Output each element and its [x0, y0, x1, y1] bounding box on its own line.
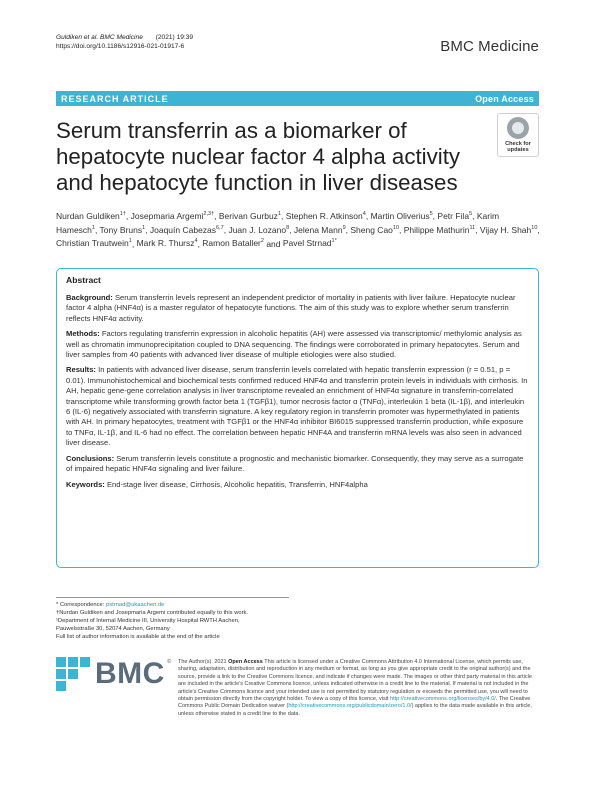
author-name[interactable]: Josepmaria Argemi$^{2,3\dagger}$ — [130, 210, 215, 221]
year-volume: (2021) 19:39 — [155, 34, 194, 41]
check-for-updates-label: Check for updates — [505, 141, 531, 154]
footnote-divider — [56, 597, 289, 598]
author-name[interactable]: Martin Oliverius$^5$ — [370, 210, 433, 221]
correspondence-email-link[interactable]: pstrnad@ukaachen.de — [105, 602, 165, 608]
abstract-heading: Abstract — [66, 275, 101, 285]
check-for-updates-button[interactable] — [497, 113, 539, 157]
author-list: Nurdan Guldiken$^{1\dagger}$, Josepmaria Argemi$^{2,3\dagger}$, Berivan Gurbuz$^1$, Stephen R. Atkinson$^4$, Martin Oliverius$^5$, Petr Fila$^5$, Karim Hamesch$^1$, Tony Bruns$^1$, Joaquín Cabezas$^{6,7}$, Juan J. Lozano$^8$, Jelena Mann$^9$, Sheng Cao$^{10}$, Philippe Mathurin$^{11}$, Vijay H. Shah$^{10}$, Christian Trautwein$^1$, Mark R. Thursz$^4$, Ramon Bataller$^2$ and Pavel Strnad$^{1*}$ — [56, 210, 540, 249]
author-name[interactable]: Berivan Gurbuz$^1$ — [218, 210, 281, 221]
cc-by-license-link[interactable]: http://creativecommons.org/licenses/by/4.0/ — [390, 696, 496, 703]
copyright-icon: © — [167, 659, 172, 665]
abstract-methods: Methods: Factors regulating transferrin expression in alcoholic hepatitis (AH) were assessed via transcriptomic/ methylomic analysis as well as chromatin immunoprecipitation coupled to DNA sequencing. The findings were corroborated in primary hepatocytes. Serum and liver samples from 40 patients with advanced liver disease of multiple etiologies were also studied. — [66, 329, 522, 360]
license-text: The Author(s). 2021 Open Access This article is licensed under a Creative Commons Attribution 4.0 International License, which permits use, sharing, adaptation, distribution and reproduction in any medium or format, as long as you give appropriate credit to the original author(s) and the source, provide a link to the Creative Commons licence, and indicate if changes were made. The images or other third party material in this article are included in the article's Creative Commons licence, unless indicated otherwise in a credit line to the material. If material is not included in the article's Creative Commons licence and your intended use is not permitted by statutory regulation or exceeds the permitted use, you will need to obtain permission directly from the copyright holder. To view a copy of this licence, visit http://creativecommons.org/licenses/by/4.0/. The Creative Commons Public Domain Dedication waiver (http://creativecommons.org/publicdomain/zero/1.0/) applies to the data made available in this article, unless otherwise stated in a credit line to the data. — [178, 659, 533, 717]
header-meta — [56, 33, 193, 51]
cc0-waiver-link[interactable]: http://creativecommons.org/publicdomain/zero/1.0/ — [288, 703, 412, 710]
footnotes — [56, 601, 296, 641]
full-author-info-note: Full list of author information is available at the end of the article — [56, 634, 220, 640]
article-title: Serum transferrin as a biomarker of hepatocyte nuclear factor 4 alpha activity and hepatocyte function in liver diseases — [56, 118, 461, 195]
abstract-box — [56, 268, 539, 568]
author-name[interactable]: Pavel Strnad$^{1*}$ — [282, 238, 337, 249]
author-name[interactable]: Joaquín Cabezas$^{6,7}$ — [149, 224, 224, 235]
bmc-logo-word: BMC — [95, 657, 165, 690]
equal-contribution-note: †Nurdan Guldiken and Josepmaria Argemi contributed equally to this work. — [56, 610, 249, 616]
author-name[interactable]: Stephen R. Atkinson$^4$ — [285, 210, 366, 221]
author-name[interactable]: Mark R. Thursz$^4$ — [136, 238, 198, 249]
author-name[interactable]: Christian Trautwein$^1$ — [56, 238, 132, 249]
author-name[interactable]: Vijay H. Shah$^{10}$ — [479, 224, 538, 235]
journal-ref: Guldiken et al. BMC Medicine — [56, 34, 143, 41]
bmc-logo-icon — [56, 657, 90, 691]
author-name[interactable]: Ramon Bataller$^2$ — [202, 238, 264, 249]
author-name[interactable]: Jelena Mann$^9$ — [293, 224, 346, 235]
abstract-background: Background: Serum transferrin levels represent an independent predictor of mortality in patients with liver failure. Hepatocyte nuclear factor 4 alpha (HNF4α) is a master regulator of hepatocyte functions. The aim of this study was to explore whether serum transferrin reflects HNF4α activity. — [66, 293, 516, 323]
open-access-label: Open Access — [475, 93, 534, 104]
affiliation-line-1: ¹Department of Internal Medicine III, University Hospital RWTH Aachen, — [56, 618, 240, 624]
abstract-results: Results: In patients with advanced liver disease, serum transferrin levels correlated with hepatic transferrin expression (r = 0.51, p = 0.01). Immunohistochemical and biochemical tests confirmed reduced HNF4α and transferrin protein levels in individuals with cirrhosis. In AH, hepatic gene-gene correlation analysis in liver transcriptome revealed an enrichment of HNF4α signature in transferrin-correlated transcriptome while transforming growth factor beta 1 (TGFβ1), tumor necrosis factor α (TNFα), interleukin 1 beta (IL-1β), and interleukin 6 (IL-6) negatively associated with transferrin signature. A key regulatory region in transferrin promoter was hypermethylated in patients with AH. In primary hepatocytes, treatment with TGFβ1 or the HNF4α inhibitor BI6015 suppressed transferrin production, while exposure to TNFα, IL-1β, and IL-6 had no effect. The correlation between hepatic HNF4A and transferrin mRNA levels was also seen in advanced liver disease. — [66, 365, 528, 448]
author-name[interactable]: Philippe Mathurin$^{11}$ — [403, 224, 476, 235]
correspondence: * Correspondence: pstrnad@ukaachen.de — [56, 602, 165, 608]
journal-logo: BMC Medicine — [440, 38, 539, 55]
article-type: RESEARCH ARTICLE — [61, 93, 169, 104]
citation-line — [56, 33, 193, 42]
author-name[interactable]: Petr Fila$^5$ — [437, 210, 473, 221]
author-name[interactable]: Tony Bruns$^1$ — [99, 224, 146, 235]
check-for-updates-icon — [507, 117, 529, 139]
doi-link[interactable]: https://doi.org/10.1186/s12916-021-01917-6 — [56, 43, 185, 50]
affiliation-line-2: Pauwelsstraße 30, 52074 Aachen, Germany — [56, 626, 170, 632]
author-name[interactable]: Juan J. Lozano$^8$ — [228, 224, 290, 235]
author-name[interactable]: Nurdan Guldiken$^{1\dagger}$ — [56, 210, 126, 221]
abstract-keywords: Keywords: End-stage liver disease, Cirrhosis, Alcoholic hepatitis, Transferrin, HNF4alpha — [66, 479, 368, 489]
publisher-logo — [56, 657, 165, 691]
author-name[interactable]: Sheng Cao$^{10}$ — [350, 224, 400, 235]
author-name[interactable]: Karim Hamesch$^1$ — [56, 210, 500, 235]
article-type-banner — [56, 91, 539, 106]
abstract-conclusions: Conclusions: Serum transferrin levels constitute a prognostic and mechanistic biomarker. Consequently, they may serve as a surrogate of impaired hepatic HNF4α signaling and liver failure. — [66, 453, 524, 474]
